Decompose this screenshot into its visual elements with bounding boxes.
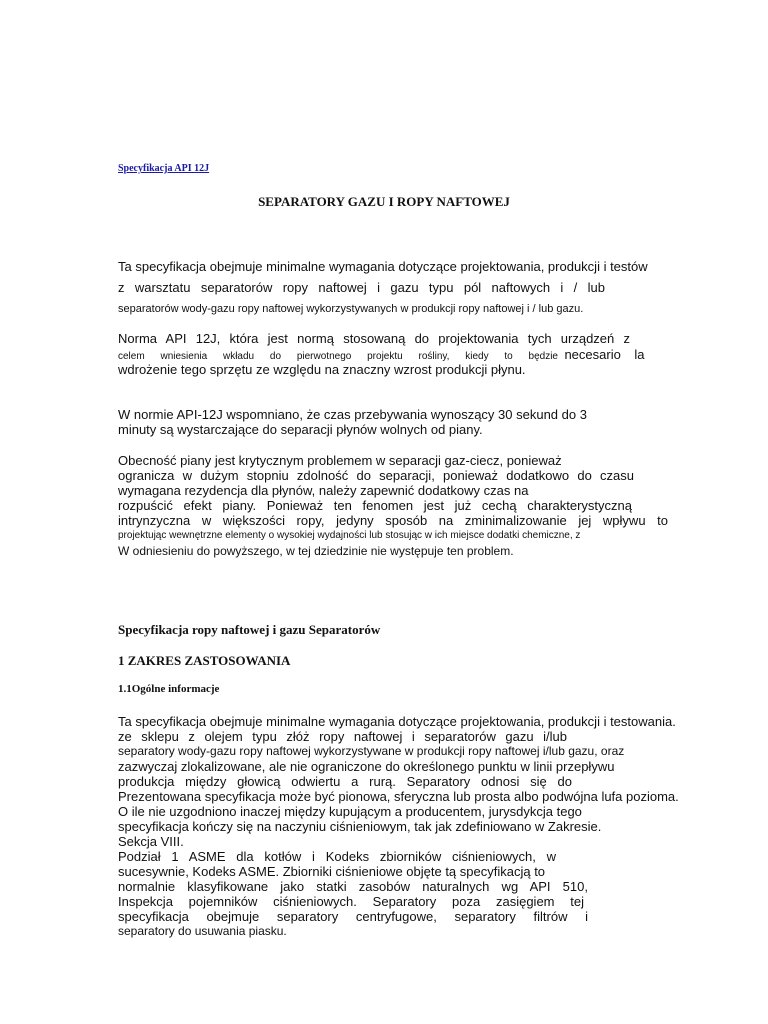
paragraph-line: Prezentowana specyfikacja może być pionowa, sferyczna lub prosta albo podwójna lufa pozioma.: [118, 789, 679, 804]
paragraph-line: Podział 1 ASME dla kotłów i Kodeks zbiorników ciśnieniowych, w: [118, 849, 556, 864]
paragraph-line: Ta specyfikacja obejmuje minimalne wymagania dotyczące projektowania, produkcji i testów: [118, 259, 648, 274]
section-number-heading: 1 ZAKRES ZASTOSOWANIA: [118, 653, 291, 668]
paragraph-line: Obecność piany jest krytycznym problemem w separacji gaz-ciecz, ponieważ: [118, 453, 562, 468]
document-title: SEPARATORY GAZU I ROPY NAFTOWEJ: [258, 194, 510, 209]
spec-link[interactable]: Specyfikacja API 12J: [118, 163, 210, 174]
paragraph-line: zazwyczaj zlokalizowane, ale nie ograniczone do określonego punktu w linii przepływu: [118, 759, 615, 774]
paragraph-foam: [118, 453, 693, 559]
paragraph-line: specyfikacja obejmuje separatory centryfugowe, separatory filtrów i: [118, 909, 588, 924]
paragraph-line: separatorów wody-gazu ropy naftowej wykorzystywanych w produkcji ropy naftowej i / lub gazu.: [118, 303, 584, 315]
paragraph-line: projektując wewnętrzne elementy o wysokiej wydajności lub stosując w ich miejsce dodatki chemiczne, z: [118, 530, 581, 541]
paragraph-line: specyfikacja kończy się na naczyniu ciśnieniowym, tak jak zdefiniowano w Zakresie.: [118, 819, 602, 834]
paragraph-line: W normie API-12J wspomniano, że czas przebywania wynoszący 30 sekund do 3: [118, 407, 587, 422]
paragraph-line: minuty są wystarczające do separacji płynów wolnych od piany.: [118, 422, 483, 437]
paragraph-line: produkcja między głowicą odwiertu a rurą. Separatory odnosi się do: [118, 774, 572, 789]
paragraph-line: ze sklepu z olejem typu złóż ropy naftowej i separatorów gazu i/lub: [118, 729, 567, 744]
section-heading: Specyfikacja ropy naftowej i gazu Separatorów: [118, 622, 381, 637]
paragraph-fragment: celem wniesienia wkładu do pierwotnego projektu rośliny, kiedy to będzie: [118, 351, 558, 362]
paragraph-line: wdrożenie tego sprzętu ze względu na znaczny wzrost produkcji płynu.: [118, 362, 526, 377]
paragraph-line: Ta specyfikacja obejmuje minimalne wymagania dotyczące projektowania, produkcji i testowania.: [118, 714, 676, 729]
paragraph-line-composite: [118, 347, 643, 362]
paragraph-line: intrynzyczna w większości ropy, jedyny sposób na zminimalizowanie jej wpływu to: [118, 513, 668, 528]
paragraph-line: Norma API 12J, która jest normą stosowaną do projektowania tych urządzeń z: [118, 331, 630, 346]
paragraph-line: Inspekcja pojemników ciśnieniowych. Separatory poza zasięgiem tej: [118, 894, 584, 909]
paragraph-norm: [118, 331, 693, 377]
paragraph-line: separatory wody-gazu ropy naftowej wykorzystywane w produkcji ropy naftowej i/lub gazu, oraz: [118, 744, 625, 758]
paragraph-line: Sekcja VIII.: [118, 834, 184, 849]
paragraph-line: rozpuścić efekt piany. Ponieważ ten fenomen jest już cechą charakterystyczną: [118, 498, 632, 513]
paragraph-line: W odniesieniu do powyższego, w tej dziedzinie nie występuje ten problem.: [118, 544, 514, 558]
subsection-heading: 1.1Ogólne informacje: [118, 683, 220, 695]
paragraph-line: ogranicza w dużym stopniu zdolność do separacji, ponieważ dodatkowo do czasu: [118, 468, 634, 483]
paragraph-line: separatory do usuwania piasku.: [118, 924, 287, 938]
paragraph-intro: [118, 259, 693, 317]
paragraph-fragment: necesario la: [564, 347, 645, 362]
paragraph-residence: [118, 407, 693, 437]
paragraph-line: z warsztatu separatorów ropy naftowej i gazu typu pól naftowych i / lub: [118, 280, 605, 295]
paragraph-line: wymagana rezydencja dla płynów, należy zapewnić dodatkowy czas na: [118, 483, 529, 498]
paragraph-line: O ile nie uzgodniono inaczej między kupującym a producentem, jurysdykcja tego: [118, 804, 582, 819]
paragraph-scope: [118, 714, 693, 939]
paragraph-line: normalnie klasyfikowane jako statki zasobów naturalnych wg API 510,: [118, 879, 588, 894]
paragraph-line: sucesywnie, Kodeks ASME. Zbiorniki ciśnieniowe objęte tą specyfikacją to: [118, 864, 546, 879]
